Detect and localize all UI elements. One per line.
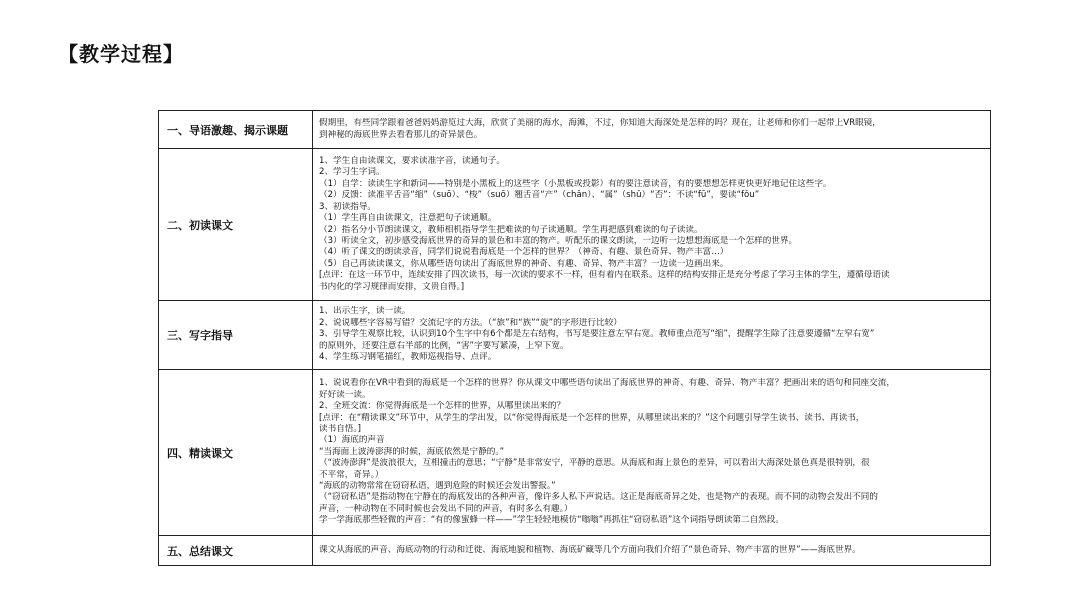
content-line: 书内化的学习规律而安排，文贵自得。] [319, 281, 465, 292]
content-line: 好好读一读。 [319, 389, 371, 400]
stage-label: 四、精读课文 [159, 370, 313, 536]
content-line: （2）反馈：读准平舌音“缩”（suō）、“梭”（suō）翘舌音“产”（chǎn）、“属”（shǔ）“否”：不读“fū”，要读“fǒu” [319, 190, 760, 201]
content-line: 2、全班交流：你觉得海底是一个怎样的世界，从哪里读出来的？ [319, 401, 566, 412]
content-line: 课文从海底的声音、海底动物的行动和迁徙、海底地貌和植物、海底矿藏等几个方面向我们介绍了“景色奇异、物产丰富的世界”——海底世界。 [319, 544, 861, 555]
stage-content [313, 536, 991, 566]
stage-content [313, 111, 991, 149]
stage-label: 五、总结课文 [159, 536, 313, 566]
content-line: 3、初读指导。 [319, 201, 377, 212]
stage-content [313, 149, 991, 301]
content-line: 的原则外，还要注意右半部的比例，“害”字要写紧凑，上窄下宽。 [319, 340, 569, 351]
content-line: 1、出示生字，读一读。 [319, 306, 411, 317]
content-line: [点评：在这一环节中，连续安排了四次读书，每一次读的要求不一样，但有着内在联系。这样的结构安排正是充分考虑了学习主体的学生，遵循母语读 [319, 270, 890, 281]
content-line: [点评：在“精读课文”环节中，从学生的学出发，以“你觉得海底是一个怎样的世界，从哪里读出来的？”这个问题引导学生读书、读书、再读书， [319, 412, 865, 423]
content-line: 假期里，有些同学跟着爸爸妈妈游览过大海，欣赏了美丽的海水，海滩，不过，你知道大海深处是怎样的吗？现在，让老师和你们一起带上VR眼镜， [319, 118, 881, 129]
content-line: （4）听了课文的朗读录音，同学们说说看海底是一个怎样的世界？（神奇、有趣、景色奇异、物产丰富…） [319, 247, 729, 258]
content-line: 声音，一种动物在不同时候也会发出不同的声音，有时多么有趣。） [319, 503, 573, 514]
content-line: 2、学习生字词。 [319, 167, 385, 178]
content-line: 2、说说哪些字容易写错？交流记字的方法。（“旅”和“族”“旋”的字形进行比较） [319, 317, 622, 328]
teaching-process-table [158, 110, 991, 566]
content-line: 3、引导学生观察比较，认识到10个生字中有6个都是左右结构，书写是要注意左窄右宽。教师重点范写“缩”，提醒学生除了注意要遵循“左窄右宽” [319, 329, 875, 340]
content-line: （“窃窃私语”是指动物在宁静在的海底发出的各种声音，像许多人私下声说话。这正是海底奇异之处，也是物产的表现。而不同的动物会发出不同的 [319, 492, 878, 503]
table-row [159, 149, 991, 301]
content-line: （2）指名分小节朗读课文，教师相机指导学生把难读的句子读通顺。学生再把感到难读的句子读读。 [319, 224, 703, 235]
stage-label: 三、写字指导 [159, 301, 313, 370]
content-line: （“波涛澎湃”是波浪很大，互相撞击的意思；“宁静”是非常安宁，平静的意思。从海底和海上景色的差异，可以看出大海深处景色真是很特别，很 [319, 458, 870, 469]
table-row [159, 536, 991, 566]
content-line: “当海面上波涛澎湃的时候，海底依然是宁静的。” [319, 446, 505, 457]
page-title: 【教学过程】 [58, 42, 184, 66]
content-line: （1）学生再自由读课文，注意把句子读通顺。 [319, 213, 497, 224]
table-row [159, 370, 991, 536]
content-line: （1）自学：读读生字和新词——特别是小黑板上的这些字（小黑板或投影）有的要注意读音，有的要想想怎样更快更好地记住这些字。 [319, 178, 832, 189]
stage-label: 二、初读课文 [159, 149, 313, 301]
content-line: （5）自己再读读课文，你从哪些语句读出了海底世界的神奇、有趣、奇异、物产丰富？一边读一边画出来。 [319, 258, 729, 269]
stage-label: 一、导语激趣、揭示课题 [159, 111, 313, 149]
table-row [159, 301, 991, 370]
content-line: 读书自悟。] [319, 423, 362, 434]
content-line: 1、学生自由读课文，要求读准字音，读通句子。 [319, 156, 505, 167]
stage-content [313, 370, 991, 536]
content-line: “海底的动物常常在窃窃私语，遇到危险的时候还会发出警报。” [319, 481, 556, 492]
content-line: 不平常，奇异。） [319, 469, 384, 480]
table-row [159, 111, 991, 149]
content-line: （3）听读全文，初步感受海底世界的奇异的景色和丰富的物产。听配乐的课文朗读，一边听一边想想海底是一个怎样的世界。 [319, 235, 798, 246]
content-line: 1、说说看你在VR中看到的海底是一个怎样的世界？你从课文中哪些语句读出了海底世界的神奇、有趣、奇异、物产丰富？把画出来的语句和同座交流， [319, 378, 895, 389]
stage-content [313, 301, 991, 370]
content-line: 4、学生练习钢笔描红，教师巡视指导、点评。 [319, 352, 497, 363]
content-line: 到神秘的海底世界去看看那儿的奇异景色。 [319, 129, 483, 140]
content-line: 学一学海底那些轻微的声音：“有的像蜜蜂一样——”学生轻轻地模仿“嗡嗡”再抓住“窃窃私语”这个词指导朗读第二自然段。 [319, 515, 784, 526]
content-line: （1）海底的声音 [319, 435, 385, 446]
